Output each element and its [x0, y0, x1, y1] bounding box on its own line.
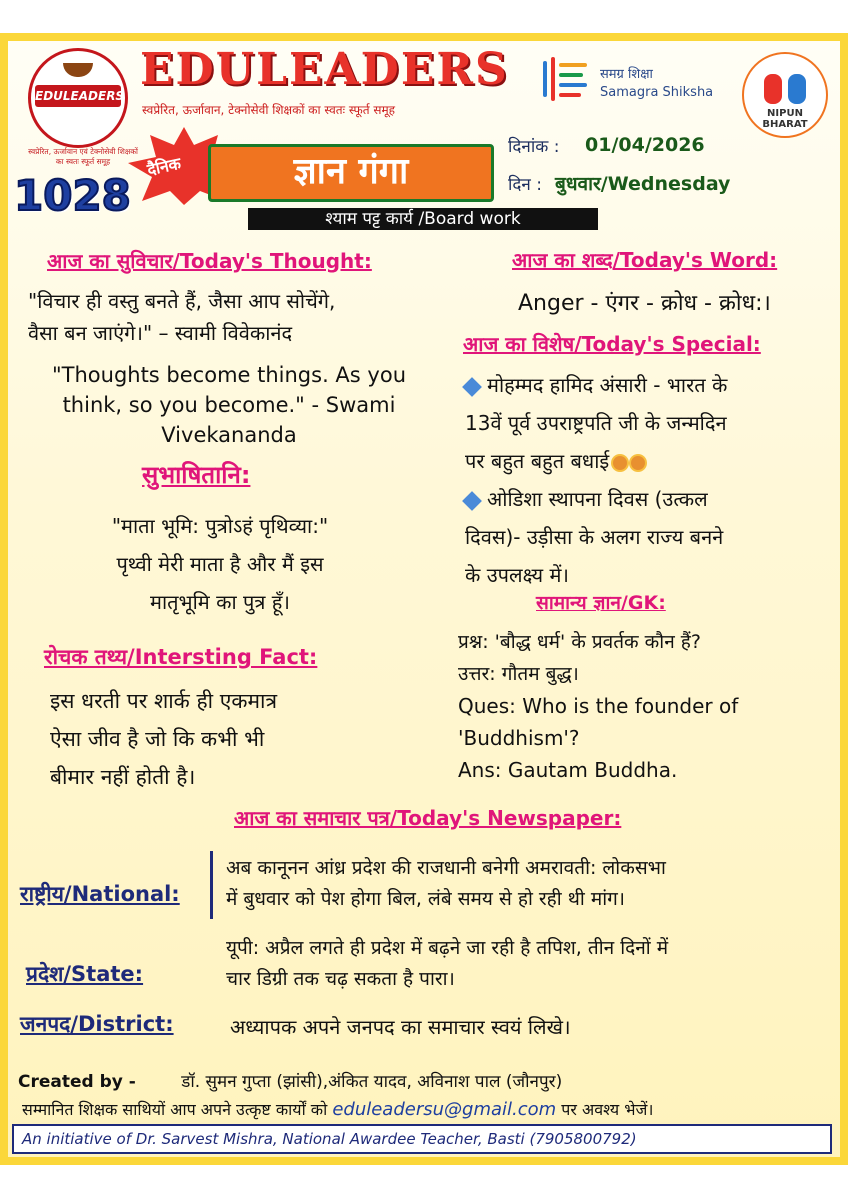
thought-english-1: "Thoughts become things. As you [51, 363, 407, 387]
issue-number: 1028 [14, 171, 131, 220]
diamond-icon [462, 491, 482, 511]
gk-question-english-2: 'Buddhism'? [458, 726, 580, 750]
district-news: अध्यापक अपने जनपद का समाचार स्वयं लिखे। [230, 1015, 571, 1039]
special-item-1-line-3-wrap [465, 442, 727, 480]
special-item-1-line-2: 13वें पूर्व उपराष्ट्रपति जी के जन्मदिन [465, 411, 727, 435]
flower-icon [613, 456, 627, 470]
thought-hindi-2: वैसा बन जाएंगे।" – स्वामी विवेकानंद [28, 321, 293, 345]
national-news-line-1: अब कानूनन आंध्र प्रदेश की राजधानी बनेगी अमरावती: लोकसभा [226, 857, 666, 879]
brand-title: EDULEADERS [140, 44, 509, 95]
email-address[interactable]: eduleadersu@gmail.com [332, 1099, 557, 1120]
page-title: ज्ञान गंगा [208, 144, 494, 202]
diamond-icon [462, 377, 482, 397]
word-text: Anger - एंगर - क्रोध - क्रोध:। [518, 291, 771, 316]
subhashitani-line-1: "माता भूमि: पुत्रोऽहं पृथिव्या:" [111, 514, 329, 538]
thought-english-3: Vivekananda [161, 423, 297, 447]
special-item-1 [465, 366, 727, 404]
thought-english-2: think, so you become." - Swami [62, 393, 396, 417]
nipun-text: NIPUN BHARAT [762, 108, 808, 130]
day-label: दिन : [508, 175, 542, 195]
samagra-english: Samagra Shiksha [600, 85, 714, 100]
special-item-1-line-3: पर बहुत बहुत बधाई [465, 449, 610, 473]
state-label: प्रदेश/State: [26, 962, 144, 986]
national-news [226, 853, 666, 915]
brand-tagline: स्वप्रेरित, ऊर्जावान, टेक्नोसेवी शिक्षकों का स्वतः स्फूर्त समूह [142, 103, 396, 117]
initiative-bar: An initiative of Dr. Sarvest Mishra, National Awardee Teacher, Basti (7905800792) [12, 1124, 832, 1154]
special-item-2-line-2: दिवस)- उड़ीसा के अलग राज्य बनने [465, 525, 724, 549]
subhashitani-line-2: पृथ्वी मेरी माता है और मैं इस [116, 552, 324, 576]
request-suffix: पर अवश्य भेजें। [561, 1100, 654, 1119]
samagra-hindi: समग्र शिक्षा [600, 67, 653, 82]
subhashitani-line-3: मातृभूमि का पुत्र हूँ। [150, 590, 290, 614]
date-value: 01/04/2026 [585, 134, 705, 156]
district-label: जनपद/District: [20, 1012, 174, 1036]
special-item-2-line-1: ओडिशा स्थापना दिवस (उत्कल [487, 487, 708, 511]
flower-icon [631, 456, 645, 470]
created-by-label: Created by - [18, 1072, 136, 1092]
gk-question-hindi: प्रश्न: 'बौद्ध धर्म' के प्रवर्तक कौन हैं? [458, 631, 701, 653]
special-item-2-line-3: के उपलक्ष्य में। [465, 563, 569, 587]
thought-heading: आज का सुविचार/Today's Thought: [47, 249, 372, 273]
gk-answer-english: Ans: Gautam Buddha. [458, 758, 678, 782]
subhashitani-heading: सुभाषितानि: [142, 461, 251, 489]
national-news-line-2: में बुधवार को पेश होगा बिल, लंबे समय से हो रही थी मांग। [226, 888, 626, 910]
logo-text: EDULEADERS [35, 85, 121, 107]
special-body [465, 366, 727, 594]
thought-english [20, 360, 438, 450]
special-item-2 [465, 480, 727, 518]
nipun-bharat-logo [742, 52, 828, 138]
request-prefix: सम्मानित शिक्षक साथियों आप अपने उत्कृष्ट कार्यों को [22, 1100, 328, 1119]
daily-label: दैनिक [145, 153, 183, 180]
special-item-1-line-1: मोहम्मद हामिद अंसारी - भारत के [487, 373, 728, 397]
child-icon [764, 74, 782, 104]
credits [18, 1069, 562, 1092]
fact-line-1: इस धरती पर शार्क ही एकमात्र [50, 689, 278, 713]
creator-names: डॉ. सुमन गुप्ता (झांसी),अंकित यादव, अविनाश पाल (जौनपुर) [181, 1072, 563, 1092]
national-label: राष्ट्रीय/National: [20, 882, 180, 906]
special-heading: आज का विशेष/Today's Special: [463, 332, 761, 356]
subhashitani-body [30, 507, 410, 621]
gk-heading: सामान्य ज्ञान/GK: [536, 592, 666, 614]
child-icon [788, 74, 806, 104]
board-work-banner: श्याम पट्ट कार्य /Board work [248, 208, 598, 230]
gk-answer-hindi: उत्तर: गौतम बुद्ध। [458, 663, 579, 685]
thought-hindi-1: "विचार ही वस्तु बनते हैं, जैसा आप सोचेंगे, [28, 289, 336, 313]
word-heading: आज का शब्द/Today's Word: [512, 248, 778, 272]
day-value: बुधवार/Wednesday [555, 173, 731, 195]
state-news-line-2: चार डिग्री तक चढ़ सकता है पारा। [226, 968, 455, 990]
samagra-shiksha-icon [535, 55, 595, 105]
national-divider [210, 851, 213, 919]
logo-caption: स्वप्रेरित, ऊर्जावान एवं टेक्नोसेवी शिक्षकों का स्वतः स्फूर्त समूह [28, 147, 138, 166]
bowl-icon [63, 63, 93, 77]
fact-line-3: बीमार नहीं होती है। [50, 765, 196, 789]
state-news [226, 933, 668, 995]
submission-request [22, 1098, 653, 1120]
newspaper-heading: आज का समाचार पत्र/Today's Newspaper: [234, 806, 622, 830]
eduleaders-logo [28, 48, 128, 148]
date-label: दिनांक : [508, 137, 560, 157]
fact-line-2: ऐसा जीव है जो कि कभी भी [50, 727, 265, 751]
fact-body [50, 682, 277, 796]
fact-heading: रोचक तथ्य/Intersting Fact: [44, 645, 318, 669]
gk-body [458, 626, 738, 786]
state-news-line-1: यूपी: अप्रैल लगते ही प्रदेश में बढ़ने जा रही है तपिश, तीन दिनों में [226, 937, 669, 959]
gk-question-english-1: Ques: Who is the founder of [458, 694, 739, 718]
